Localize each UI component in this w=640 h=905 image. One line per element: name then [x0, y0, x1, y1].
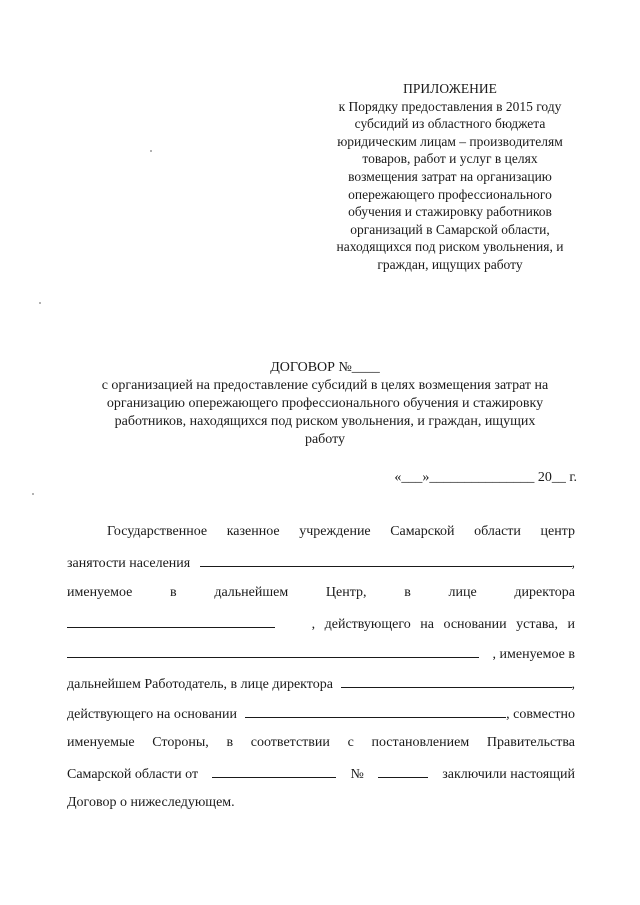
scan-speck	[32, 493, 34, 495]
body-word: Центр,	[325, 585, 367, 600]
body-word: казенное	[226, 524, 280, 539]
body-word: лице	[448, 585, 477, 600]
appendix-line: организаций в Самарской области,	[350, 221, 550, 237]
body-word: в	[226, 735, 234, 750]
body-text: Договор о нижеследующем.	[67, 795, 235, 810]
scan-speck	[39, 302, 41, 304]
employment-center-name-blank[interactable]	[200, 553, 571, 567]
appendix-line: опережающего профессионального	[348, 186, 552, 202]
body-word: с	[347, 735, 354, 750]
body-text: действующего на основании	[67, 707, 238, 722]
appendix-line: граждан, ищущих работу	[377, 256, 523, 272]
body-text: заключили настоящий	[442, 767, 575, 782]
body-word: соответствии	[250, 735, 330, 750]
body-line-6	[67, 674, 575, 694]
body-line-5	[67, 644, 575, 664]
body-line-4	[67, 614, 575, 634]
body-line-9	[67, 764, 575, 784]
contract-subtitle-line: работу	[304, 432, 346, 447]
body-word: области	[474, 524, 521, 539]
body-text: ,	[571, 677, 575, 692]
resolution-number-blank[interactable]	[378, 764, 428, 778]
body-text: , именуемое в	[492, 647, 575, 662]
appendix-header	[300, 80, 600, 274]
appendix-line: обучения и стажировку работников	[348, 204, 552, 220]
appendix-line: субсидий из областного бюджета	[354, 116, 546, 132]
body-word: учреждение	[299, 524, 371, 539]
contract-subtitle-line: с организацией на предоставление субсидий в целях возмещения затрат на	[101, 378, 549, 393]
contract-date-line: «___»_______________ 20__ г.	[394, 470, 577, 485]
body-line-7	[67, 704, 575, 724]
body-text: дальнейшем Работодатель, в лице директора	[67, 677, 333, 692]
body-word: Самарской	[390, 524, 455, 539]
body-word: Государственное	[107, 524, 208, 539]
resolution-date-blank[interactable]	[212, 764, 336, 778]
employer-basis-blank[interactable]	[245, 704, 506, 718]
scan-speck	[150, 150, 152, 152]
appendix-line: к Порядку предоставления в 2015 году	[338, 98, 562, 114]
body-text: занятости населения	[67, 556, 191, 571]
contract-heading: ДОГОВОР №____	[270, 360, 380, 375]
body-word: Стороны,	[152, 735, 209, 750]
center-director-name-blank[interactable]	[67, 614, 275, 628]
contract-title-block	[60, 359, 590, 449]
employer-name-blank[interactable]	[67, 644, 479, 658]
body-word: в	[404, 585, 411, 600]
appendix-line: товаров, работ и услуг в целях	[362, 151, 538, 167]
employer-director-name-blank[interactable]	[341, 674, 572, 688]
body-line-8	[67, 734, 575, 752]
body-text: Самарской области от	[67, 767, 199, 782]
appendix-line: возмещения затрат на организацию	[348, 168, 552, 184]
appendix-line: юридическим лицам – производителям	[337, 133, 563, 149]
body-line-10	[67, 794, 575, 812]
body-line-1	[107, 523, 575, 541]
body-line-3	[67, 584, 575, 602]
body-text: ,	[571, 556, 575, 571]
appendix-line: находящихся под риском увольнения, и	[336, 239, 564, 255]
body-word: в	[170, 585, 177, 600]
body-word: постановлением	[371, 735, 470, 750]
body-text: , действующего на основании устава, и	[311, 617, 575, 632]
appendix-title: ПРИЛОЖЕНИЕ	[403, 81, 497, 96]
body-word: центр	[540, 524, 575, 539]
body-word: именуемые	[67, 735, 135, 750]
body-word: директора	[514, 585, 575, 600]
contract-subtitle-line: работников, находящихся под риском увольнения, и граждан, ищущих	[114, 414, 536, 429]
contract-subtitle-line: организацию опережающего профессионального обучения и стажировку	[106, 396, 544, 411]
body-text: , совместно	[506, 707, 575, 722]
number-sign: №	[350, 767, 364, 782]
body-word: именуемое	[67, 585, 133, 600]
body-word: Правительства	[486, 735, 575, 750]
body-word: дальнейшем	[214, 585, 289, 600]
body-line-2	[67, 553, 575, 573]
